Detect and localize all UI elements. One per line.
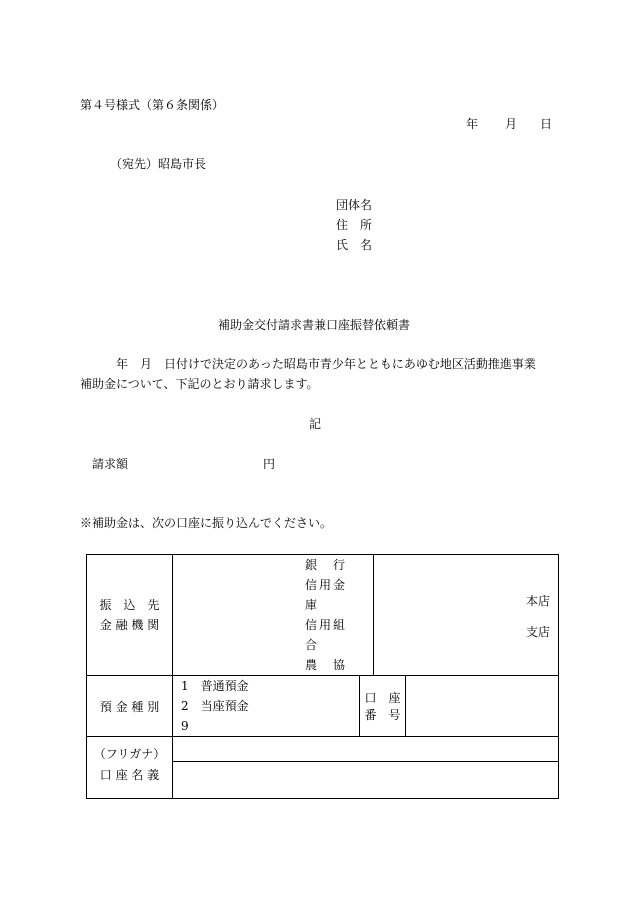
- account-name-value-cell: [173, 762, 559, 799]
- institution-bank: 銀 行: [305, 558, 345, 572]
- ki-heading: 記: [309, 417, 322, 431]
- body-line-1: 年 月 日付けで決定のあった昭島市青少年とともにあゆむ地区活動推進事業: [116, 357, 536, 371]
- destination-label-line-2: 金 融 機 関: [99, 618, 160, 632]
- furigana-label-cell: （フリガナ）: [87, 737, 173, 762]
- claim-amount-label: 請求額: [92, 457, 129, 471]
- deposit-type-ordinary: 1 普通預金: [181, 679, 249, 693]
- branch-main: 本店: [526, 594, 551, 608]
- body-line-2: 補助金について、下記のとおり請求します。: [80, 377, 319, 391]
- date-day: 日: [540, 117, 553, 131]
- institution-ja: 農 協: [305, 658, 345, 672]
- account-name-label-cell: 口 座 名 義: [87, 762, 173, 799]
- deposit-type-options: [173, 676, 360, 737]
- institution-type-cell: [173, 555, 374, 676]
- institution-shinkin: 信用金庫: [305, 578, 345, 612]
- account-number-value-cell: [406, 676, 559, 737]
- account-name-row: [87, 762, 559, 799]
- account-number-label-cell: 口 座 番 号: [360, 676, 406, 737]
- account-table: [86, 554, 559, 799]
- furigana-row: [87, 737, 559, 762]
- form-number: 第４号様式（第６条関係）: [80, 98, 225, 112]
- deposit-type-label-cell: 預 金 種 別: [87, 676, 173, 737]
- addressee: （宛先）昭島市長: [110, 157, 207, 171]
- destination-label-cell: [87, 555, 173, 676]
- applicant-name-label: 氏 名: [336, 238, 373, 252]
- document-title: 補助金交付請求書兼口座振替依頼書: [218, 318, 411, 332]
- applicant-address-label: 住 所: [336, 218, 373, 232]
- destination-label-line-1: 振 込 先: [99, 598, 160, 612]
- institution-credit-union: 信用組合: [305, 618, 345, 652]
- applicant-org-label: 団体名: [336, 198, 373, 212]
- transfer-notice: ※補助金は、次の口座に振り込んでください。: [80, 516, 333, 530]
- deposit-type-current: 2 当座預金: [181, 699, 249, 713]
- branch-sub: 支店: [526, 625, 551, 639]
- deposit-row: [87, 676, 559, 737]
- branch-cell: [374, 555, 559, 676]
- furigana-value-cell: [173, 737, 559, 762]
- deposit-type-other: 9: [181, 719, 189, 733]
- date-month: 月: [505, 117, 518, 131]
- bank-row: [87, 555, 559, 676]
- claim-amount-unit: 円: [263, 457, 276, 471]
- date-year: 年: [466, 117, 479, 131]
